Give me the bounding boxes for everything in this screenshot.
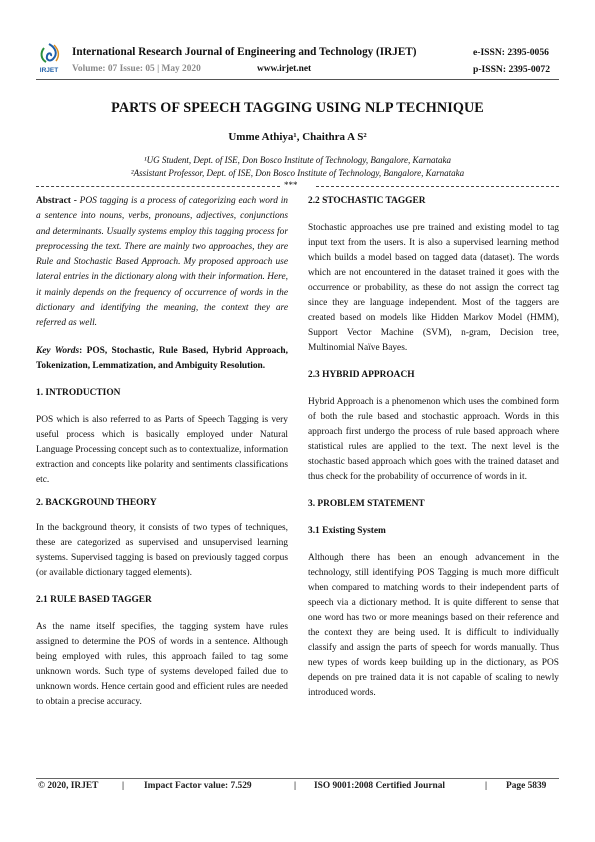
volume-issue: Volume: 07 Issue: 05 | May 2020	[72, 64, 201, 74]
para-introduction: POS which is also referred to as Parts of Speech Tagging is very useful process which is basically employed under Natural Language Processing concept such as to contextualize, information extraction and concepts like polarity and sentiments classifications etc.	[36, 414, 289, 485]
footer-divider: |	[122, 781, 125, 791]
abstract-text: POS tagging is a process of categorizing each word in a sentence into nouns, verbs, pronouns, adjectives, conjunctions and determinants. Usually systems employ this tagging process for preprocessing the text. There are mainly two approaches, they are Rule and Stochastic Based Approach. My proposed approach use lateral entries in the dictionary along with their information. Here, it mainly depends on the frequency of occurrence of words in the dictionary and identifying the meaning, the context they are referred as well.	[36, 196, 288, 329]
affiliation-2: ²Assistant Professor, Dept. of ISE, Don Bosco Institute of Technology, Bangalore, Karnataka	[130, 168, 465, 178]
abstract-label: Abstract -	[36, 196, 77, 206]
footer-divider: |	[294, 781, 297, 791]
heading-background: 2. BACKGROUND THEORY	[36, 497, 157, 508]
irjet-logo-icon	[36, 42, 62, 74]
para-background: In the background theory, it consists of two types of techniques, these are categorized as supervised and unsupervised learning systems. Supervised tagging is based on previously tagged corpus (or available dictionary tagged elements).	[36, 522, 288, 578]
p-issn: p-ISSN: 2395-0072	[473, 64, 551, 75]
footer-impact-factor: Impact Factor value: 7.529	[144, 781, 252, 791]
separator-stars: ***	[284, 180, 298, 190]
e-issn: e-ISSN: 2395-0056	[473, 47, 549, 58]
para-stochastic: Stochastic approaches use pre trained and existing model to tag input text from the users. It is also a supervised learning method which builds a model based on tagged data (dataset). The words which are not encountered in the dataset trained it goes with the occurrence or probability, as these do not assign the correct tag since they are language independent. Most of the taggers are created based on models like Hidden Markov Model (HMM), Support Vector Machine (SVM), n-gram, Decision tree, Multinomial Naïve Bayes.	[308, 223, 559, 353]
section-separator	[36, 180, 559, 192]
heading-stochastic: 2.2 STOCHASTIC TAGGER	[308, 196, 426, 206]
logo-text: IRJET	[39, 67, 59, 74]
right-column	[308, 194, 559, 701]
journal-website: www.irjet.net	[257, 64, 312, 74]
keywords	[36, 344, 288, 374]
heading-rule-based: 2.1 RULE BASED TAGGER	[36, 594, 152, 605]
affiliation-1: ¹UG Student, Dept. of ISE, Don Bosco Institute of Technology, Bangalore, Karnataka	[143, 155, 451, 165]
abstract	[36, 194, 288, 332]
para-existing-system: Although there has been an enough advancement in the technology, still identifying POS Tagging is much more difficult when compared to matching words to their independent parts of speech via a dictionary method. It is quite different to sense that one word has two or more meanings based on their reference and the context they are being used. It is difficult to individually classify and assign the parts of speech for words manually. Thus new types of words keep building up in the dictionary, as POS depends on pre trained data it is not capable of scaling to newly introduced words.	[308, 553, 559, 698]
heading-introduction: 1. INTRODUCTION	[36, 387, 121, 398]
para-rule-based: As the name itself specifies, the tagging system have rules assigned to determine the POS of words in a sentence. Although being employed with rules, this approach failed to tag some unknown words. Such type of systems developed failed due to unknown words. Hence certain good and efficient rules are needed to obtain a precise accuracy.	[36, 621, 288, 707]
footer-iso: ISO 9001:2008 Certified Journal	[314, 781, 445, 791]
footer-copyright: © 2020, IRJET	[38, 781, 99, 791]
para-hybrid: Hybrid Approach is a phenomenon which uses the combined form of both the rule based and stochastic approach. Words in this approach first undergo the process of rule based approach where statistical rules are applied to the text. The next level is the stochastic based approach which goes with the trained dataset and thus check for the probability of occurrence of words in it.	[308, 397, 559, 482]
paper-title: PARTS OF SPEECH TAGGING USING NLP TECHNIQUE	[111, 100, 484, 116]
heading-existing-system: 3.1 Existing System	[308, 526, 386, 536]
keywords-label: Key Words	[36, 345, 80, 356]
footer-page-number: Page 5839	[506, 781, 547, 791]
header-rule	[36, 79, 559, 80]
journal-name: International Research Journal of Engineering and Technology (IRJET)	[72, 46, 417, 58]
footer-divider: |	[485, 781, 488, 791]
paper-authors: Umme Athiya¹, Chaithra A S²	[228, 131, 367, 143]
heading-hybrid: 2.3 HYBRID APPROACH	[308, 370, 415, 380]
keywords-text: : POS, Stochastic, Rule Based, Hybrid Approach, Tokenization, Lemmatization, and Ambiguity Resolution.	[36, 345, 288, 371]
heading-problem-statement: 3. PROBLEM STATEMENT	[308, 499, 425, 509]
left-column	[36, 194, 288, 710]
footer-rule	[36, 778, 559, 779]
